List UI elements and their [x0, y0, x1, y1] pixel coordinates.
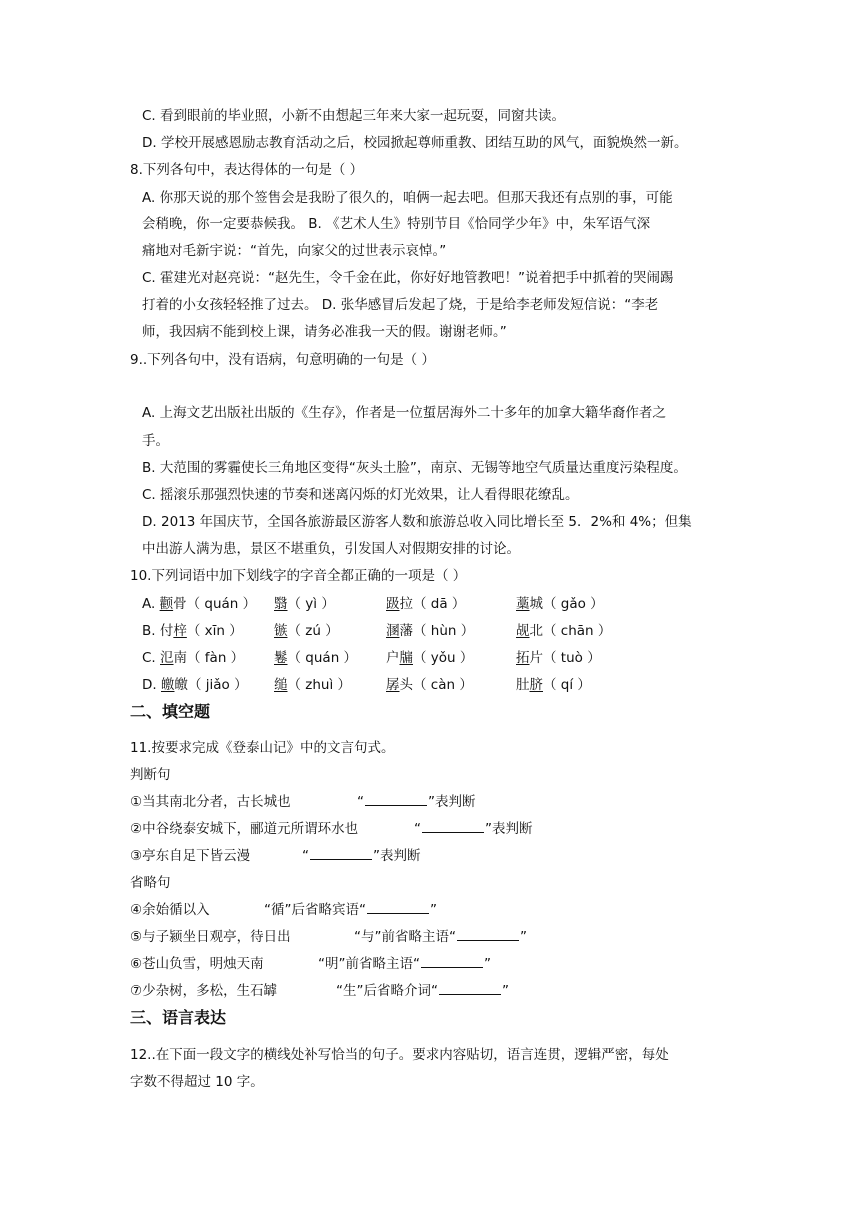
- q8-line: 痛地对毛新宇说：“首先，向家父的过世表示哀悼。”: [142, 243, 447, 259]
- q8-line: C. 霍建光对赵亮说：“赵先生，令千金在此，你好好地管教吧！”说着把手中抓着的哭闹踢: [142, 270, 674, 286]
- underlined-character: 翳: [274, 596, 288, 612]
- q10-word: [274, 594, 335, 614]
- word-pinyin: （ quán ）: [287, 650, 358, 666]
- q10-option-row: [142, 594, 662, 614]
- answer-blank[interactable]: [365, 792, 427, 806]
- q10-stem: 10.下列词语中加下划线字的字音全都正确的一项是（ ）: [130, 568, 467, 584]
- item-note: [357, 792, 476, 812]
- note-suffix: ”: [483, 956, 491, 972]
- underlined-character: 鬈: [274, 650, 288, 666]
- item-sentence: ④余始循以入: [130, 902, 210, 918]
- q10-word: [386, 648, 473, 668]
- q10-word: [516, 594, 604, 614]
- underlined-character: 牖: [399, 650, 413, 666]
- q7-option-d: D. 学校开展感恩励志教育活动之后，校园掀起尊师重教、团结互助的风气，面貌焕然一新。: [142, 135, 688, 151]
- word-pinyin: 片（ tuò ）: [529, 650, 601, 666]
- q12-line: 12..在下面一段文字的横线处补写恰当的句子。要求内容贴切，语言连贯，逻辑严密，每处: [130, 1047, 669, 1063]
- q11-item: [130, 792, 476, 812]
- note-prefix: “生”后省略介词“: [336, 983, 438, 999]
- word-pinyin: （ xīn ）: [186, 623, 243, 639]
- note-suffix: ”表判断: [428, 794, 476, 810]
- underlined-character: 趿: [386, 596, 400, 612]
- q9-line: B. 大范围的雾霾使长三角地区变得“灰头土脸”，南京、无锡等地空气质量达重度污染程度。: [142, 460, 687, 476]
- q8-line: 打着的小女孩轻轻推了过去。 D. 张华感冒后发起了烧，于是给李老师发短信说：“李老: [142, 297, 659, 313]
- word-pinyin: 藩（ hùn ）: [399, 623, 475, 639]
- q10-word: [386, 675, 473, 695]
- note-suffix: ”: [501, 983, 509, 999]
- q9-line: A. 上海文艺出版社出版的《生存》，作者是一位蜇居海外二十多年的加拿大籍华裔作者之: [142, 405, 666, 421]
- note-suffix: ”: [519, 929, 527, 945]
- item-note: [302, 846, 421, 866]
- q11-item: [130, 846, 421, 866]
- word-prefix: 肚: [516, 677, 530, 693]
- q10-word: [142, 675, 248, 695]
- q10-word: [386, 594, 465, 614]
- word-pinyin: 南（ fàn ）: [173, 650, 245, 666]
- q9-line: D. 2013 年国庆节，全国各旅游最区游客人数和旅游总收入同比增长至 5．2%和 4%；但集: [142, 514, 692, 530]
- section-heading: 三、语言表达: [130, 1008, 227, 1027]
- word-pinyin: （ qí ）: [543, 677, 591, 693]
- item-note: [414, 819, 533, 839]
- item-sentence: ②中谷绕泰安城下，郦道元所谓环水也: [130, 821, 359, 837]
- word-pinyin: 北（ chān ）: [529, 623, 612, 639]
- answer-blank[interactable]: [439, 981, 501, 995]
- underlined-character: 颧: [159, 596, 174, 612]
- note-prefix: “循”后省略宾语“: [264, 902, 366, 918]
- q11-item: [130, 900, 437, 920]
- q10-option-row: [142, 648, 662, 668]
- q11-stem: 11.按要求完成《登泰山记》中的文言句式。: [130, 740, 395, 756]
- q9-line: 手。: [142, 433, 169, 449]
- word-pinyin: 城（ gǎo ）: [529, 596, 604, 612]
- section-heading: 二、填空题: [130, 702, 211, 721]
- word-prefix: D.: [142, 677, 161, 693]
- answer-blank[interactable]: [421, 954, 483, 968]
- item-note: [318, 954, 491, 974]
- q10-word: [516, 648, 601, 668]
- answer-blank[interactable]: [310, 846, 372, 860]
- word-pinyin: 骨（ quán ）: [173, 596, 257, 612]
- item-sentence: ⑥苍山负雪，明烛天南: [130, 956, 264, 972]
- underlined-character: 孱: [386, 677, 400, 693]
- q10-option-row: [142, 621, 662, 641]
- q8-line: 师，我因病不能到校上课，请务必准我一天的假。谢谢老师。”: [142, 324, 507, 340]
- q10-word: [142, 594, 256, 614]
- q8-stem: 8.下列各句中，表达得体的一句是（ ）: [130, 162, 364, 178]
- word-prefix: C.: [142, 650, 161, 666]
- word-pinyin: 皦（ jiǎo ）: [174, 677, 248, 693]
- q11-item: [130, 981, 509, 1001]
- q10-word: [274, 648, 357, 668]
- note-prefix: “: [414, 821, 421, 837]
- q10-word: [142, 648, 244, 668]
- q11-item: [130, 819, 533, 839]
- q7-option-c: C. 看到眼前的毕业照，小新不由想起三年来大家一起玩耍，同窗共读。: [142, 108, 566, 124]
- answer-blank[interactable]: [422, 819, 484, 833]
- underlined-character: 缒: [274, 677, 288, 693]
- word-pinyin: 头（ càn ）: [399, 677, 473, 693]
- q10-option-row: [142, 675, 662, 695]
- q10-word: [386, 621, 474, 641]
- item-note: [354, 927, 527, 947]
- underlined-character: 藁: [516, 596, 530, 612]
- item-sentence: ⑦少杂树，多松，生石罅: [130, 983, 278, 999]
- word-pinyin: （ zhuì ）: [287, 677, 352, 693]
- note-prefix: “明”前省略主语“: [318, 956, 420, 972]
- word-prefix: 户: [386, 650, 400, 666]
- q11-item: [130, 927, 527, 947]
- q8-line: 会稍晚，你一定要恭候我。 B. 《艺术人生》特别节目《恰同学少年》中，朱军语气深: [142, 216, 651, 232]
- q10-word: [516, 675, 591, 695]
- underlined-character: 脐: [529, 677, 543, 693]
- underlined-character: 梓: [173, 623, 187, 639]
- q10-word: [516, 621, 611, 641]
- q10-word: [274, 621, 339, 641]
- underlined-character: 溷: [386, 623, 400, 639]
- q10-word: [274, 675, 351, 695]
- item-sentence: ⑤与子颍坐日观亭，待日出: [130, 929, 291, 945]
- word-pinyin: （ zú ）: [287, 623, 339, 639]
- note-prefix: “与”前省略主语“: [354, 929, 456, 945]
- item-sentence: ③亭东自足下皆云漫: [130, 848, 251, 864]
- note-suffix: ”: [429, 902, 437, 918]
- note-prefix: “: [302, 848, 309, 864]
- note-suffix: ”表判断: [373, 848, 421, 864]
- q9-line: 中出游人满为患，景区不堪重负，引发国人对假期安排的讨论。: [142, 541, 520, 557]
- underlined-character: 氾: [160, 650, 174, 666]
- word-pinyin: （ yì ）: [287, 596, 335, 612]
- underlined-character: 拓: [516, 650, 530, 666]
- answer-blank[interactable]: [457, 927, 519, 941]
- underlined-character: 皦: [160, 677, 175, 693]
- word-pinyin: （ yǒu ）: [413, 650, 474, 666]
- q10-word: [142, 621, 243, 641]
- underlined-character: 镞: [274, 623, 288, 639]
- note-suffix: ”表判断: [485, 821, 533, 837]
- q9-line: C. 摇滚乐那强烈快速的节奏和迷离闪烁的灯光效果，让人看得眼花缭乱。: [142, 487, 579, 503]
- word-prefix: B. 付: [142, 623, 174, 639]
- item-note: [336, 981, 509, 1001]
- word-prefix: A.: [142, 596, 160, 612]
- item-note: [264, 900, 437, 920]
- answer-blank[interactable]: [367, 900, 429, 914]
- underlined-character: 觇: [516, 623, 530, 639]
- q11-item: [130, 954, 491, 974]
- word-pinyin: 拉（ dā ）: [399, 596, 466, 612]
- q11-subheading: 判断句: [130, 767, 171, 783]
- q11-subheading: 省略句: [130, 875, 171, 891]
- note-prefix: “: [357, 794, 364, 810]
- item-sentence: ①当其南北分者，古长城也: [130, 794, 291, 810]
- q8-line: A. 你那天说的那个签售会是我盼了很久的，咱俩一起去吧。但那天我还有点别的事，可能: [142, 190, 673, 206]
- q12-line: 字数不得超过 10 字。: [130, 1074, 264, 1090]
- q9-stem: 9..下列各句中，没有语病，句意明确的一句是（ ）: [130, 352, 435, 368]
